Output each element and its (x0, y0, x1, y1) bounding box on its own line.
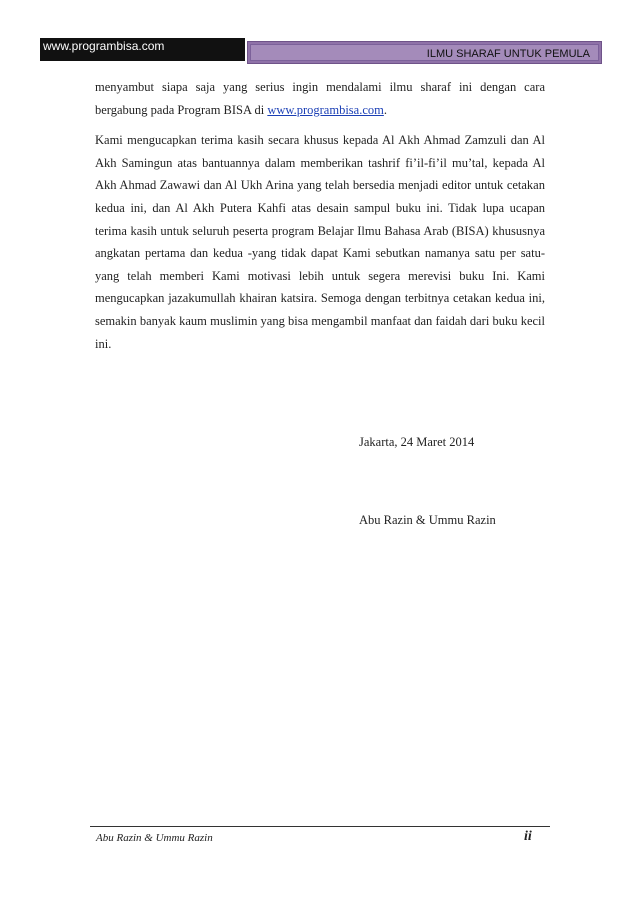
header-book-title: ILMU SHARAF UNTUK PEMULA (250, 44, 599, 61)
signature: Abu Razin & Ummu Razin (359, 513, 496, 527)
paragraph-thanks: Kami mengucapkan terima kasih secara khusus kepada Al Akh Ahmad Zamzuli dan Al Akh Samingun atas bantuannya dalam memberikan tashrif fi’il-fi’il mu’tal, kepada Al Akh Ahmad Zawawi dan Al Ukh Arina yang telah bersedia menjadi editor untuk cetakan kedua ini, dan Al Akh Putera Kahfi atas desain sampul buku ini. Tidak lupa ucapan terima kasih untuk seluruh peserta program Belajar Ilmu Bahasa Arab (BISA) khususnya angkatan pertama dan kedua -yang tidak dapat Kami sebutkan namanya satu per satu-yang telah memberi Kami motivasi lebih untuk segera merevisi buku Ini. Kami mengucapkan jazakumullah khairan katsira. Semoga dengan terbitnya cetakan kedua ini, semakin banyak kaum muslimin yang bisa mengambil manfaat dan faidah dari buku kecil ini. (95, 133, 545, 351)
paragraph-intro (95, 76, 545, 121)
header-title-box (247, 41, 602, 64)
paragraph-intro-end: . (383, 102, 387, 117)
footer-rule (90, 826, 550, 827)
website-link[interactable]: www.programbisa.com (267, 102, 384, 117)
page-header (40, 38, 602, 68)
place-date: Jakarta, 24 Maret 2014 (359, 435, 475, 449)
page-number: ii (524, 829, 532, 844)
header-divider-tick (243, 38, 245, 55)
header-black-rule (40, 55, 245, 61)
paragraph-intro-text: menyambut siapa saja yang serius ingin mendalami ilmu sharaf ini dengan cara bergabung pada Program BISA di (95, 80, 545, 117)
header-website: www.programbisa.com (40, 38, 245, 55)
footer-authors: Abu Razin & Ummu Razin (96, 832, 213, 844)
page-content (95, 76, 545, 355)
